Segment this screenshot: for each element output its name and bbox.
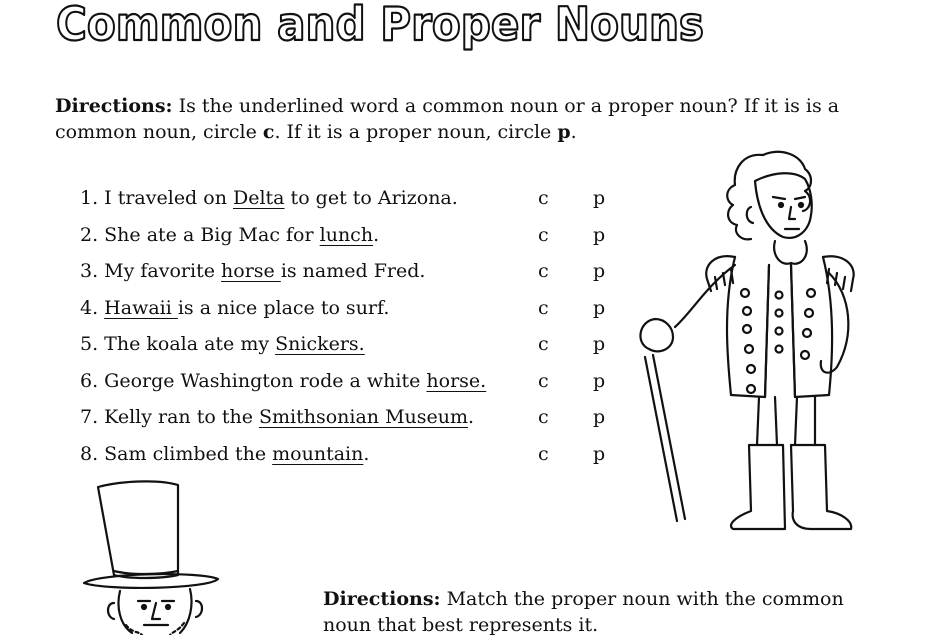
title-text: Common and Proper Nouns	[56, 0, 704, 51]
underlined-word: Smithsonian Museum	[258, 406, 469, 428]
question-text	[80, 403, 474, 431]
question-text	[80, 294, 389, 322]
question-after: .	[363, 442, 370, 465]
choice-common[interactable]: c	[538, 442, 549, 465]
choice-common[interactable]: c	[538, 223, 549, 246]
matching-directions	[323, 586, 883, 638]
underlined-word: Delta	[232, 187, 285, 209]
choice-common[interactable]: c	[538, 187, 549, 209]
question-text	[80, 367, 486, 395]
underlined-word: lunch	[319, 223, 374, 246]
question-row	[80, 403, 620, 440]
underlined-word: Snickers.	[275, 333, 365, 355]
choice-proper[interactable]: p	[593, 333, 606, 355]
choice-proper[interactable]: p	[593, 296, 606, 319]
question-before: 7. Kelly ran to the	[80, 406, 259, 428]
choice-common[interactable]: c	[538, 406, 549, 428]
question-row	[80, 221, 620, 258]
directions-p: p	[557, 121, 571, 143]
question-before: 5. The koala ate my	[80, 333, 276, 355]
matching-directions-text: Match the proper noun with the common noun that best represents it.	[323, 588, 844, 636]
question-after: .	[468, 406, 475, 428]
directions-part3: .	[570, 121, 577, 143]
worksheet-title	[56, 0, 756, 52]
question-after: .	[373, 223, 380, 246]
question-text	[80, 440, 369, 468]
question-before: 6. George Washington rode a white	[80, 369, 427, 392]
question-text	[80, 184, 458, 212]
underlined-word: mountain	[272, 442, 364, 465]
question-before: 2. She ate a Big Mac for	[80, 223, 320, 246]
question-text	[80, 330, 365, 358]
question-text	[80, 257, 425, 285]
question-row	[80, 440, 620, 477]
choice-proper[interactable]: p	[593, 223, 606, 246]
directions-c: c	[262, 121, 275, 143]
choice-common[interactable]: c	[538, 333, 549, 355]
question-list	[80, 184, 620, 476]
choice-proper[interactable]: p	[593, 260, 606, 282]
question-after: to get to Arizona.	[284, 187, 458, 209]
george-washington-illustration	[615, 145, 885, 535]
question-row	[80, 257, 620, 294]
choice-common[interactable]: c	[538, 296, 549, 319]
question-text	[80, 221, 379, 249]
question-before: 8. Sam climbed the	[80, 442, 273, 465]
choice-proper[interactable]: p	[593, 369, 606, 392]
choice-common[interactable]: c	[538, 260, 549, 282]
question-before: 3. My favorite	[80, 260, 222, 282]
choice-proper[interactable]: p	[593, 442, 606, 465]
question-before: 1. I traveled on	[80, 187, 233, 209]
question-row	[80, 184, 620, 221]
question-before: 4.	[80, 296, 105, 319]
underlined-word: horse.	[426, 369, 487, 392]
question-row	[80, 294, 620, 331]
directions-label: Directions:	[55, 95, 173, 117]
question-after: is a nice place to surf.	[177, 296, 390, 319]
question-row	[80, 330, 620, 367]
directions-part1: Is the underlined word a common noun or a proper noun? If it is is a common noun, circle	[55, 95, 840, 143]
question-after: is named Fred.	[280, 260, 426, 282]
matching-directions-label: Directions:	[323, 588, 441, 610]
choice-proper[interactable]: p	[593, 406, 606, 428]
directions-part2: . If it is a proper noun, circle	[274, 121, 558, 143]
choice-common[interactable]: c	[538, 369, 549, 392]
choice-proper[interactable]: p	[593, 187, 606, 209]
abraham-lincoln-illustration	[80, 475, 230, 635]
directions-text	[55, 93, 875, 145]
underlined-word: horse	[221, 260, 281, 282]
question-row	[80, 367, 620, 404]
underlined-word: Hawaii	[104, 296, 178, 319]
